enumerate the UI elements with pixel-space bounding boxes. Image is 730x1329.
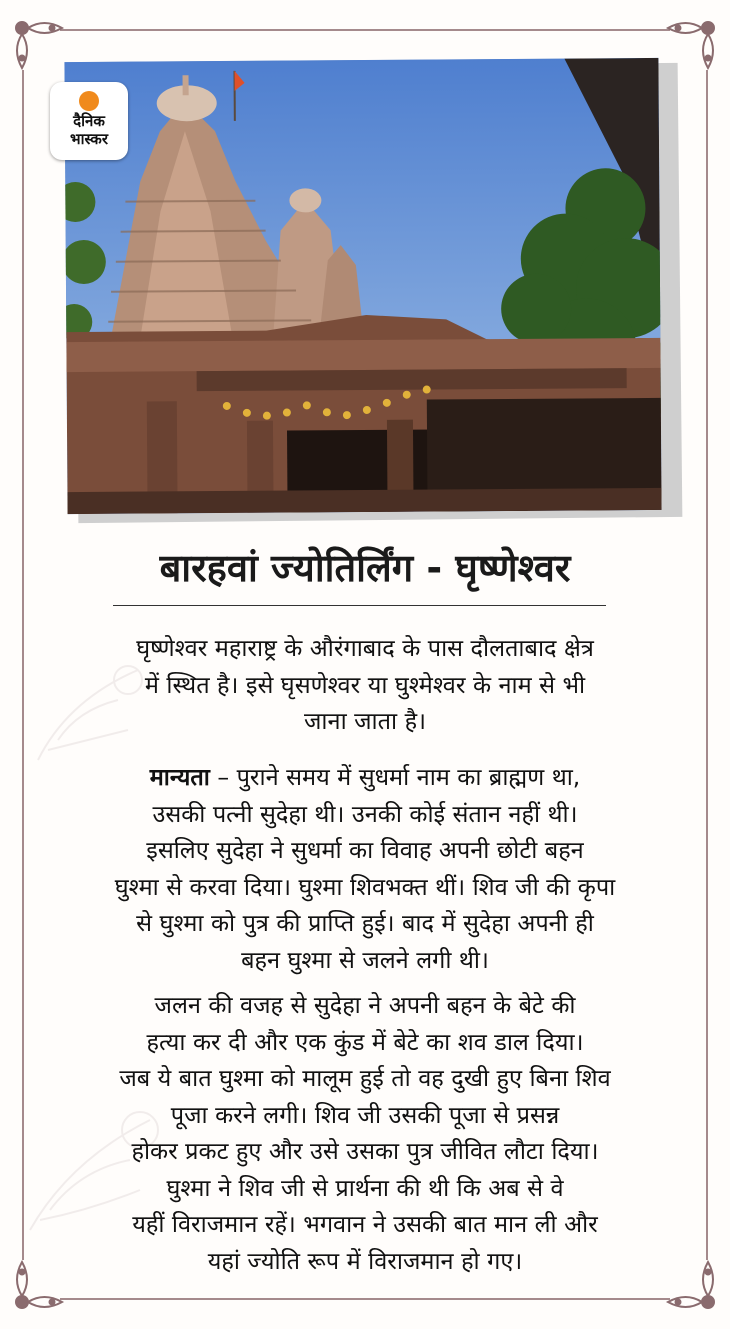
temple-photo — [64, 58, 661, 514]
story-line: हत्या कर दी और एक कुंड में बेटे का शव डाल दिया। — [146, 1027, 584, 1056]
frame-bottom-line — [60, 1298, 670, 1300]
story-line: यहां ज्योति रूप में विराजमान हो गए। — [207, 1246, 523, 1275]
intro-line: में स्थित है। इसे घृसणेश्वर या घुश्मेश्वर के नाम से भी — [144, 670, 586, 699]
frame-right-line — [706, 70, 708, 1260]
frame-top-line — [60, 29, 670, 31]
story-paragraph — [40, 987, 690, 1279]
belief-line: से घुश्मा को पुत्र की प्राप्ति हुई। बाद में सुदेहा अपनी ही — [136, 909, 594, 937]
belief-line: इसलिए सुदेहा ने सुधर्मा का विवाह अपनी छोटी बहन — [146, 836, 584, 864]
belief-first-line — [40, 759, 690, 796]
intro-line: जाना जाता है। — [304, 707, 426, 735]
intro-paragraph — [40, 630, 690, 740]
page-title: बारहवां ज्योतिर्लिंग - घृष्णेश्वर — [159, 546, 571, 590]
story-line: होकर प्रकट हुए और उसे उसका पुत्र जीवित लौटा दिया। — [131, 1137, 599, 1165]
story-line: यहीं विराजमान रहें। भगवान ने उसकी बात मान ली और — [132, 1210, 598, 1238]
belief-line: घुश्मा से करवा दिया। घुश्मा शिवभक्त थीं। शिव जी की कृपा — [114, 872, 616, 901]
dainik-bhaskar-logo — [50, 82, 128, 160]
belief-paragraph — [40, 759, 690, 978]
belief-first-line-text: – पुराने समय में सुधर्मा नाम का ब्राह्मण था, — [209, 763, 581, 791]
story-line: जलन की वजह से सुदेहा ने अपनी बहन के बेटे की — [154, 991, 576, 1019]
logo-sun-icon — [79, 91, 99, 111]
temple-photo-frame — [58, 60, 678, 520]
belief-label: मान्यता — [149, 763, 210, 791]
belief-line: बहन घुश्मा से जलने लगी थी। — [241, 945, 489, 974]
title-underline — [113, 605, 606, 606]
intro-line: घृष्णेश्वर महाराष्ट्र के औरंगाबाद के पास दौलताबाद क्षेत्र — [136, 634, 594, 662]
story-line: पूजा करने लगी। शिव जी उसकी पूजा से प्रसन्न — [170, 1100, 560, 1129]
story-line: जब ये बात घुश्मा को मालूम हुई तो वह दुखी हुए बिना शिव — [119, 1064, 611, 1092]
logo-text-line1: दैनिक — [73, 112, 105, 130]
temple-illustration — [64, 58, 661, 514]
logo-text-line2: भास्कर — [70, 130, 108, 148]
belief-line: उसकी पत्नी सुदेहा थी। उनकी कोई संतान नहीं थी। — [152, 799, 578, 828]
story-line: घुश्मा ने शिव जी से प्रार्थना की थी कि अब से वे — [166, 1173, 564, 1202]
